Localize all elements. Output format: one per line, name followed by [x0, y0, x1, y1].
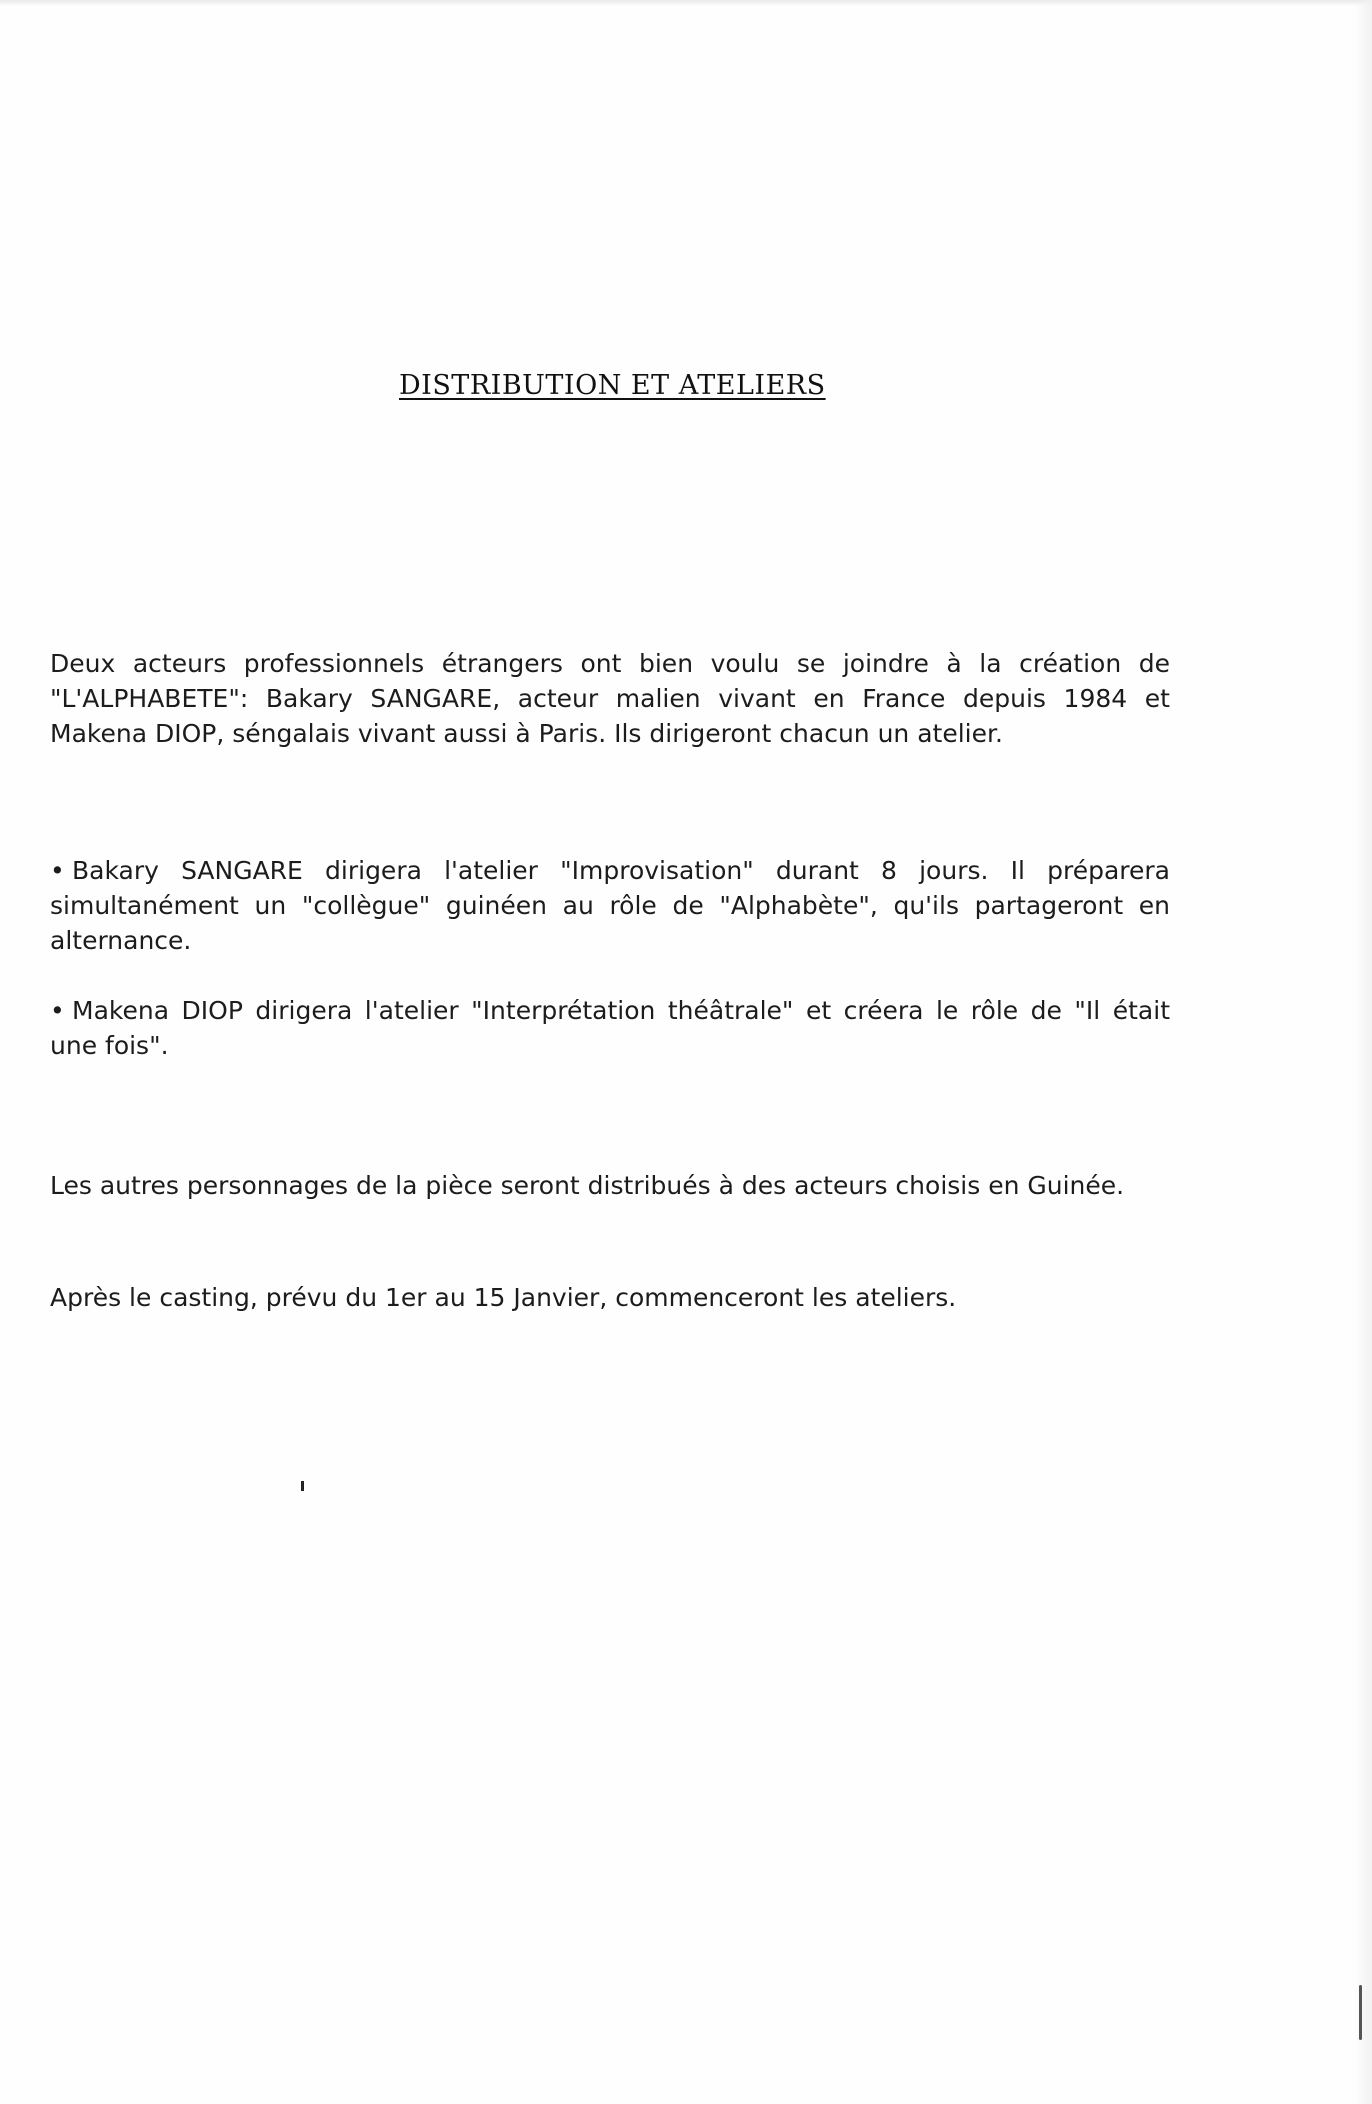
page-edge-mark [1359, 1985, 1362, 2040]
page-right-edge [1354, 0, 1372, 2104]
stray-ink-mark [301, 1481, 304, 1491]
page-top-shadow [0, 0, 1372, 6]
bullet-text: Bakary SANGARE dirigera l'atelier "Improvisation" durant 8 jours. Il préparera simultanément un "collègue" guinéen au rôle de "Alphabète", qu'ils partageront en alternance. [50, 856, 1170, 955]
bullet-marker: • [50, 996, 65, 1025]
casting-paragraph: Après le casting, prévu du 1er au 15 Janvier, commenceront les ateliers. [50, 1283, 957, 1312]
bullet-text: Makena DIOP dirigera l'atelier "Interprétation théâtrale" et créera le rôle de "Il était une fois". [50, 996, 1170, 1060]
bullet-item-sangare [50, 853, 1170, 958]
others-paragraph: Les autres personnages de la pièce seront distribués à des acteurs choisis en Guinée. [50, 1171, 1125, 1200]
page-title: DISTRIBUTION ET ATELIERS [399, 370, 826, 401]
intro-paragraph: Deux acteurs professionnels étrangers ont bien voulu se joindre à la création de "L'ALPHABETE": Bakary SANGARE, acteur malien vivant en France depuis 1984 et Makena DIOP, séngalais vivant aussi à Paris. Ils dirigeront chacun un atelier. [50, 649, 1170, 748]
bullet-item-diop [50, 993, 1170, 1063]
bullet-marker: • [50, 856, 65, 885]
